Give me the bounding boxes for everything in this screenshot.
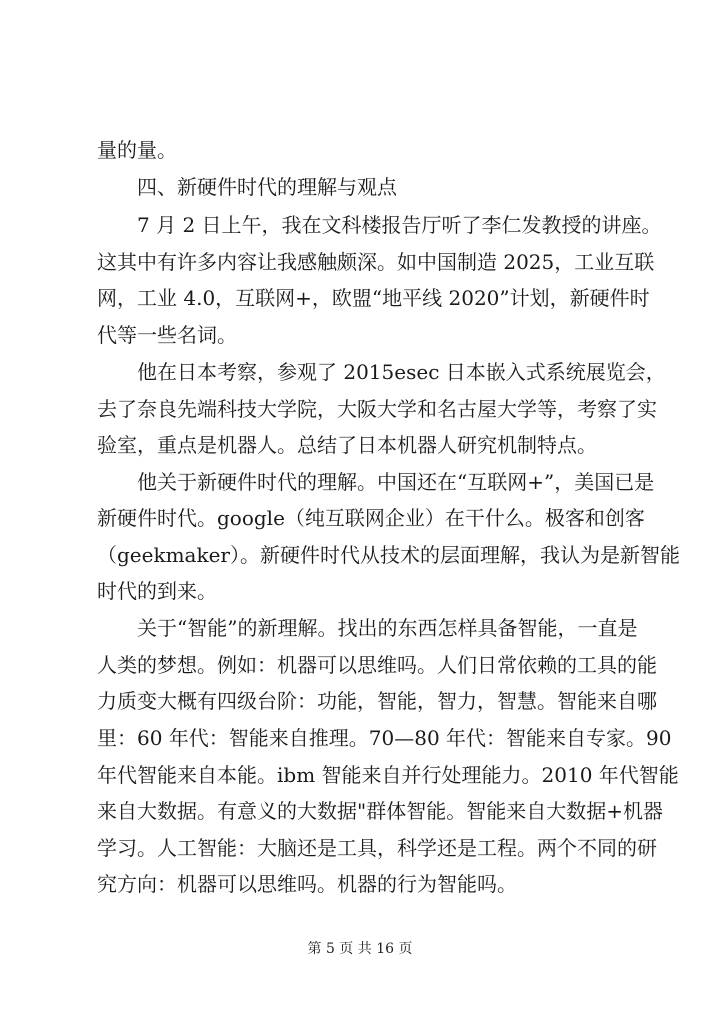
section-heading: 四、新硬件时代的理解与观点 bbox=[137, 175, 397, 199]
paragraph-line: 来自大数据。有意义的大数据"群体智能。智能来自大数据+机器 bbox=[97, 799, 663, 823]
paragraph-line: 7 月 2 日上午，我在文科楼报告厅听了李仁发教授的讲座。 bbox=[137, 213, 662, 237]
paragraph-line: 新硬件时代。google（纯互联网企业）在干什么。极客和创客 bbox=[97, 506, 645, 530]
paragraph-line: 这其中有许多内容让我感触颇深。如中国制造 2025，工业互联 bbox=[97, 250, 655, 274]
paragraph-line: 究方向：机器可以思维吗。机器的行为智能吗。 bbox=[97, 872, 517, 896]
paragraph-line: 关于“智能”的新理解。找出的东西怎样具备智能，一直是 bbox=[137, 616, 638, 640]
paragraph-line: 他在日本考察，参观了 2015esec 日本嵌入式系统展览会， bbox=[137, 360, 666, 384]
paragraph-line: 里：60 年代：智能来自推理。70—80 年代：智能来自专家。90 bbox=[97, 726, 672, 750]
paragraph-line: 去了奈良先端科技大学院，大阪大学和名古屋大学等，考察了实 bbox=[97, 397, 657, 421]
paragraph-line: 人类的梦想。例如：机器可以思维吗。人们日常依赖的工具的能 bbox=[97, 653, 657, 677]
paragraph-line: 力质变大概有四级台阶：功能，智能，智力，智慧。智能来自哪 bbox=[97, 689, 657, 713]
paragraph-line: 学习。人工智能：大脑还是工具，科学还是工程。两个不同的研 bbox=[97, 836, 657, 860]
paragraph-line: （geekmaker）。新硬件时代从技术的层面理解，我认为是新智能 bbox=[97, 543, 680, 567]
paragraph-line: 他关于新硬件时代的理解。中国还在“互联网+”，美国已是 bbox=[137, 470, 655, 494]
paragraph-line: 网，工业 4.0，互联网+，欧盟“地平线 2020”计划，新硬件时 bbox=[97, 286, 650, 310]
paragraph-line: 时代的到来。 bbox=[97, 579, 217, 603]
paragraph-line: 量的量。 bbox=[97, 138, 177, 162]
paragraph-line: 代等一些名词。 bbox=[97, 323, 237, 347]
page-number-footer: 第 5 页 共 16 页 bbox=[307, 941, 413, 957]
paragraph-line: 验室，重点是机器人。总结了日本机器人研究机制特点。 bbox=[97, 433, 597, 457]
paragraph-line: 年代智能来自本能。ibm 智能来自并行处理能力。2010 年代智能 bbox=[97, 763, 679, 787]
